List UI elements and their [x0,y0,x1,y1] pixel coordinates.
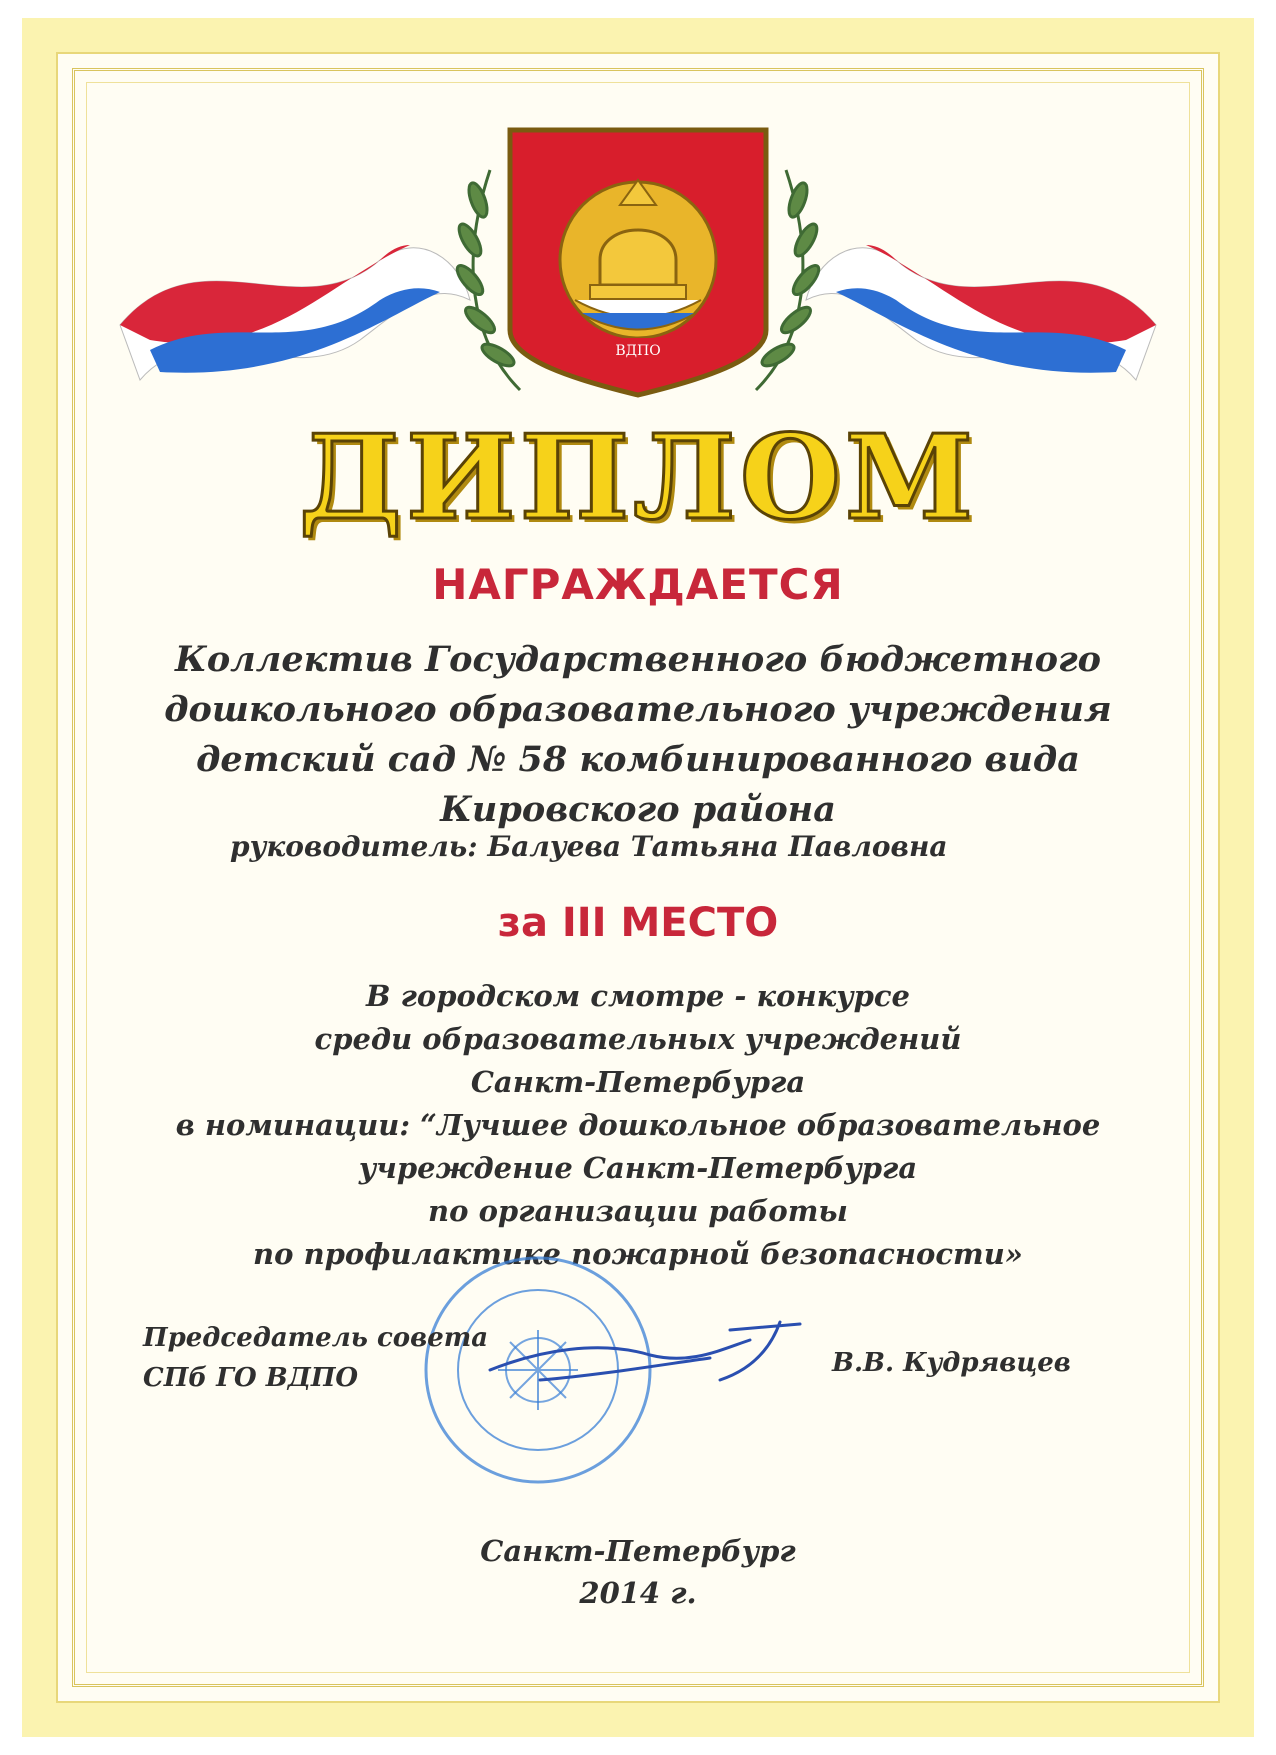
recipient-block [120,635,1156,835]
place-award: за III МЕСТО [497,900,779,946]
awarded-heading: НАГРАЖДАЕТСЯ [432,560,844,609]
contest-line: учреждение Санкт-Петербурга [358,1151,918,1185]
diploma-title: ДИПЛОМ [298,410,978,546]
signatory-title-line: Председатель совета [143,1323,489,1353]
footer-block [0,1530,1276,1614]
place-of-issue: Санкт-Петербург [480,1534,796,1568]
svg-text:ВДПО: ВДПО [615,343,661,359]
recipient-line: дошкольного образовательного учреждения [164,689,1112,730]
recipient-line: детский сад № 58 комбинированного вида [196,739,1080,780]
signatory-title-line: СПб ГО ВДПО [143,1363,359,1393]
emblem-zone [0,110,1276,410]
contest-line: по профилактике пожарной безопасности» [253,1237,1023,1271]
vdpo-emblem-shield [510,130,766,395]
contest-line: в номинации: “Лучшее дошкольное образовательное [175,1108,1101,1142]
contest-line: среди образовательных учреждений [314,1022,962,1056]
contest-line: по организации работы [428,1194,848,1228]
recipient-line: Коллектив Государственного бюджетного [174,639,1101,680]
contest-line: В городском смотре - конкурсе [365,979,911,1013]
signatory-title [143,1318,543,1398]
tricolor-ribbon [0,110,1276,410]
signatory-name: В.В. Кудрявцев [832,1348,1071,1378]
head-of-institution: руководитель: Балуева Татьяна Павловна [230,830,948,863]
contest-block [130,975,1146,1276]
contest-line: Санкт-Петербурга [470,1065,806,1099]
issue-year: 2014 г. [579,1576,697,1610]
recipient-line: Кировского района [440,789,836,830]
